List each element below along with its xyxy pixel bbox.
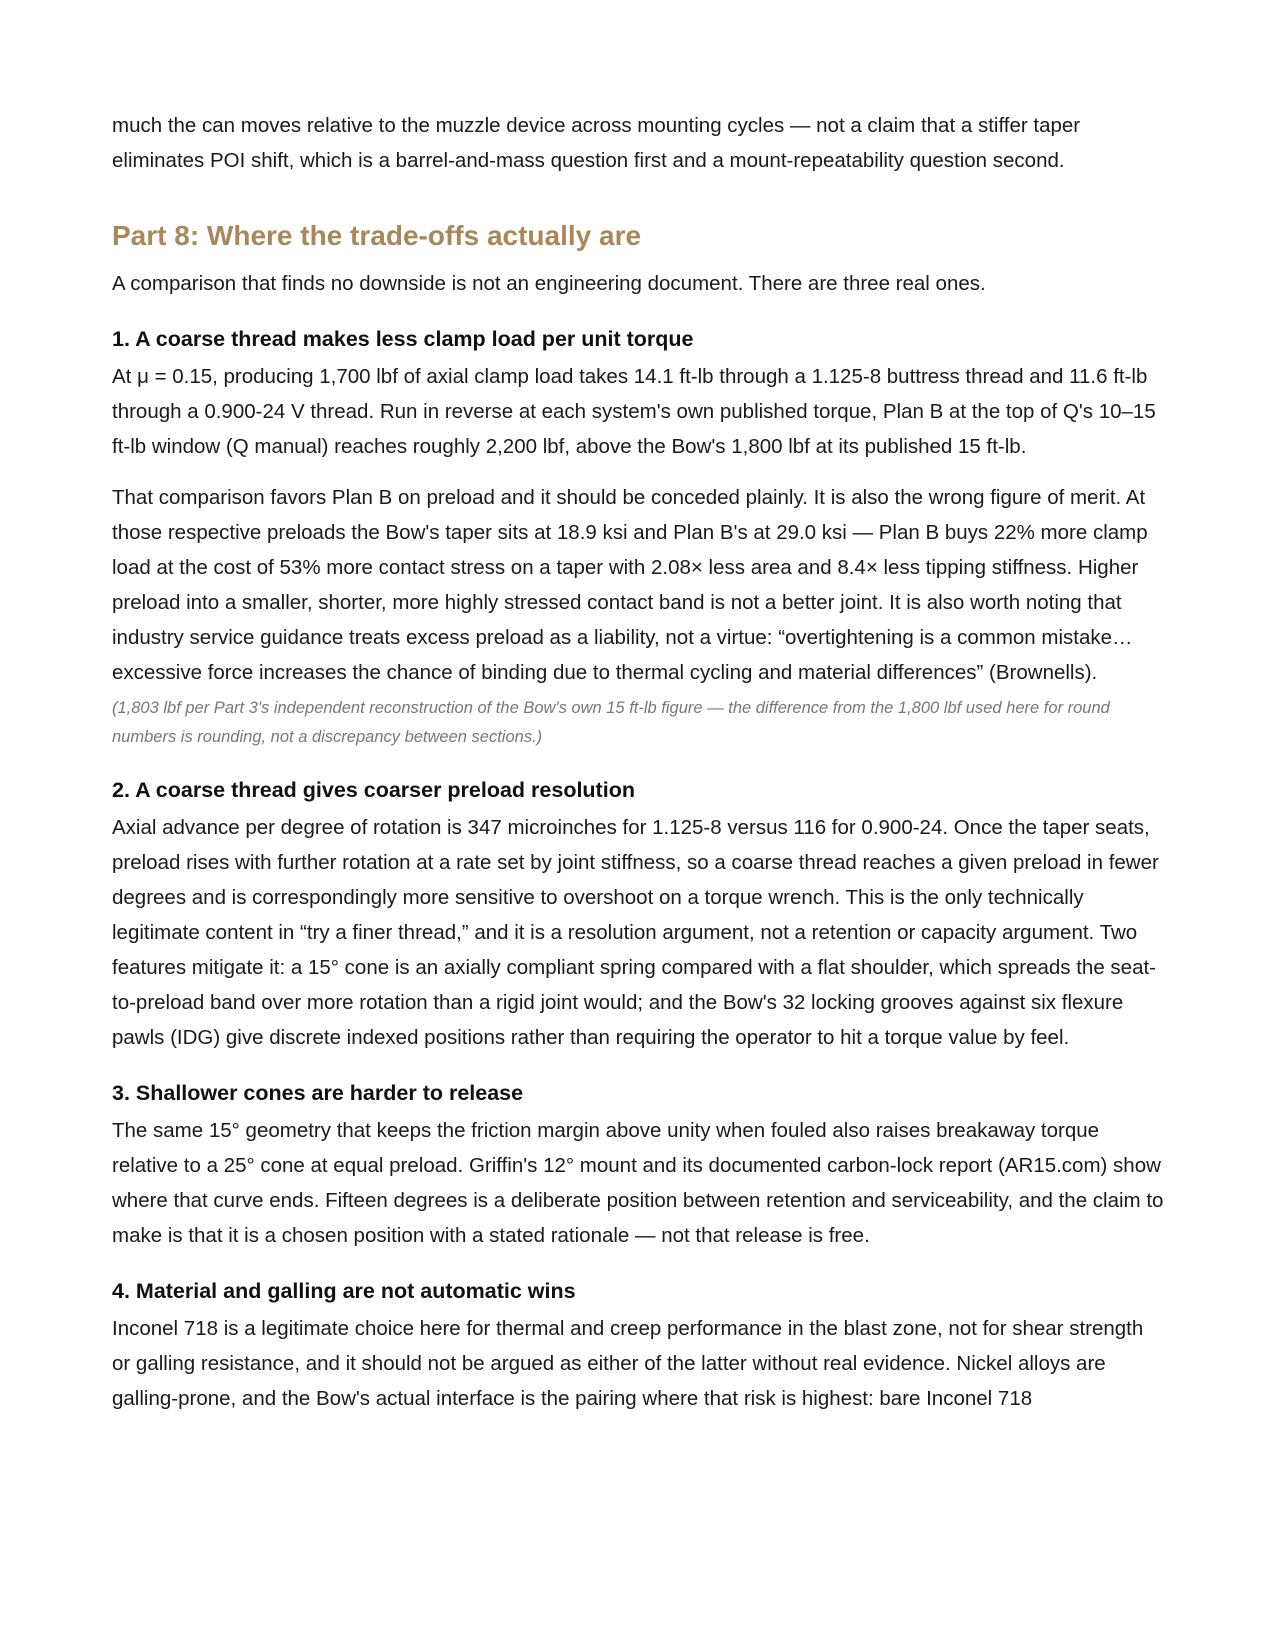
section-heading: 4. Material and galling are not automatic wins (112, 1279, 576, 1303)
section-coarse-thread-clamp-load (112, 323, 1164, 752)
section-heading: 2. A coarse thread gives coarser preload resolution (112, 778, 635, 802)
body-paragraph: Axial advance per degree of rotation is 347 microinches for 1.125-8 versus 116 for 0.900-24. Once the taper seats, preload rises with further rotation at a rate set by joint stiffness, so a coarse thread reaches a given preload in fewer degrees and is correspondingly more sensitive to overshoot on a torque wrench. This is the only technically legitimate content in “try a finer thread,” and it is a resolution argument, not a retention or capacity argument. Two features mitigate it: a 15° cone is an axially compliant spring compared with a flat shoulder, which spreads the seat-to-preload band over more rotation than a rigid joint would; and the Bow's 32 locking grooves against six flexure pawls (IDG) give discrete indexed positions rather than requiring the operator to hit a torque value by feel. (112, 816, 1159, 1049)
section-heading: 3. Shallower cones are harder to release (112, 1081, 524, 1105)
part-8-heading: Part 8: Where the trade-offs actually are (112, 220, 642, 251)
body-paragraph: That comparison favors Plan B on preload and it should be conceded plainly. It is also the wrong figure of merit. At those respective preloads the Bow's taper sits at 18.9 ksi and Plan B's at 29.0 ksi — Plan B buys 22% more clamp load at the cost of 53% more contact stress on a taper with 2.08× less area and 8.4× less tipping stiffness. Higher preload into a smaller, shorter, more highly stressed contact band is not a better joint. It is also worth noting that industry service guidance treats excess preload as a liability, not a virtue: “overtightening is a common mistake… excessive force increases the chance of binding due to thermal cycling and material differences” (Brownells). (112, 486, 1148, 684)
body-paragraph: At μ = 0.15, producing 1,700 lbf of axial clamp load takes 14.1 ft-lb through a 1.125-8 buttress thread and 11.6 ft-lb through a 0.900-24 V thread. Run in reverse at each system's own published torque, Plan B at the top of Q's 10–15 ft-lb window (Q manual) reaches roughly 2,200 lbf, above the Bow's 1,800 lbf at its published 15 ft-lb. (112, 365, 1156, 458)
section-shallower-cones (112, 1077, 1164, 1253)
document-page (112, 108, 1164, 1416)
section-heading: 1. A coarse thread makes less clamp load per unit torque (112, 327, 694, 351)
section-preload-resolution (112, 774, 1164, 1055)
body-paragraph: Inconel 718 is a legitimate choice here for thermal and creep performance in the blast zone, not for shear strength or galling resistance, and it should not be argued as either of the latter without real evidence. Nickel alloys are galling-prone, and the Bow's actual interface is the pairing where that risk is highest: bare Inconel 718 (112, 1317, 1144, 1410)
body-paragraph: The same 15° geometry that keeps the friction margin above unity when fouled also raises breakaway torque relative to a 25° cone at equal preload. Griffin's 12° mount and its documented carbon-lock report (AR15.com) show where that curve ends. Fifteen degrees is a deliberate position between retention and serviceability, and the claim to make is that it is a chosen position with a stated rationale — not that release is free. (112, 1119, 1164, 1247)
footnote-note: (1,803 lbf per Part 3's independent reconstruction of the Bow's own 15 ft-lb figure — the difference from the 1,800 lbf used here for round numbers is rounding, not a discrepancy between sections.) (112, 699, 1110, 746)
part-8-lead-paragraph: A comparison that finds no downside is not an engineering document. There are three real ones. (112, 272, 986, 295)
section-material-galling (112, 1275, 1164, 1416)
intro-paragraph: much the can moves relative to the muzzle device across mounting cycles — not a claim that a stiffer taper eliminates POI shift, which is a barrel-and-mass question first and a mount-repeatability question second. (112, 114, 1081, 172)
